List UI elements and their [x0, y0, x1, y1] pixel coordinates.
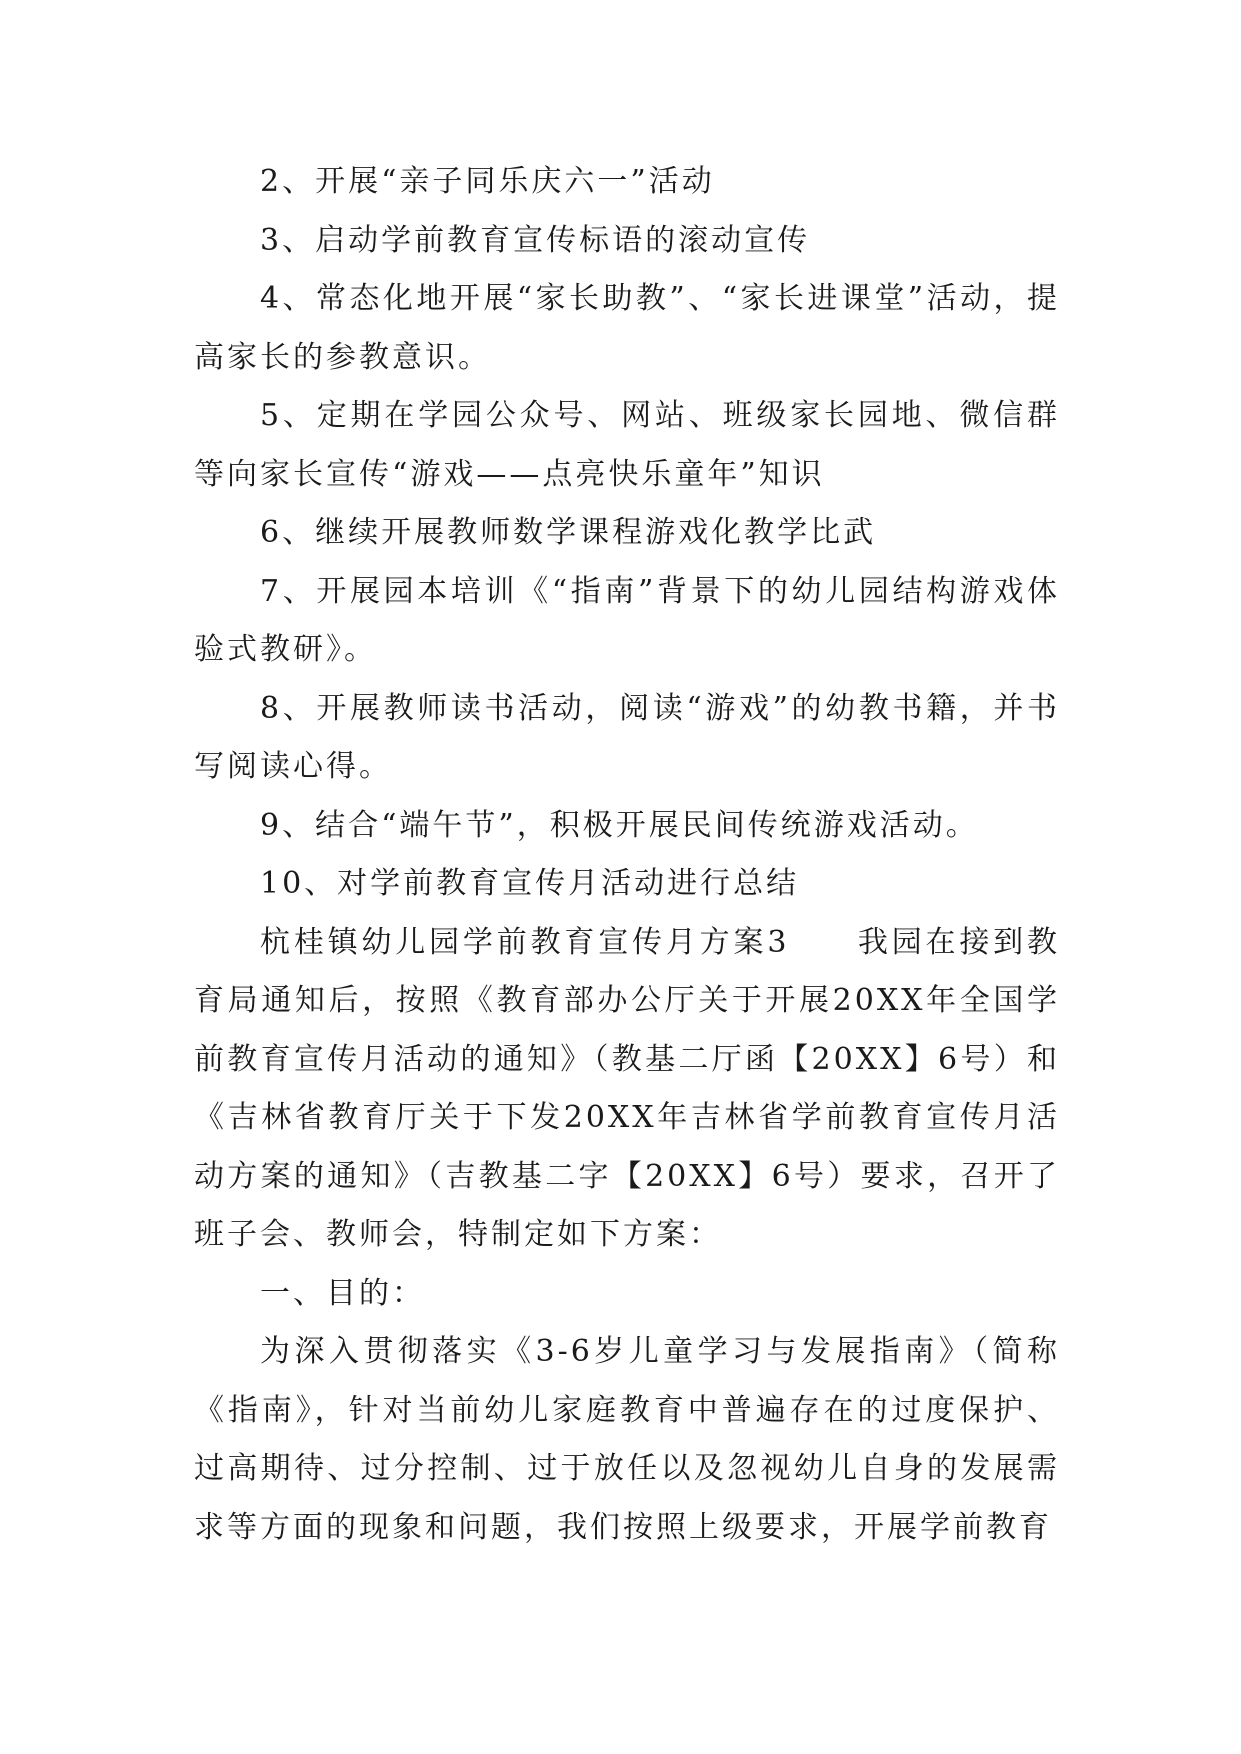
paragraph-item-5: 5、定期在学园公众号、网站、班级家长园地、微信群等向家长宣传“游戏——点亮快乐童年”知识: [194, 398, 1060, 492]
paragraph-item-10: 10、对学前教育宣传月活动进行总结: [260, 866, 800, 901]
paragraph-item-4: 4、常态化地开展“家长助教”、“家长进课堂”活动，提高家长的参教意识。: [194, 281, 1060, 375]
section-heading-purpose: 一、目的：: [260, 1275, 425, 1311]
paragraph-item-8: 8、开展教师读书活动，阅读“游戏”的幼教书籍，并书写阅读心得。: [194, 690, 1060, 784]
document-page: [194, 153, 1060, 1557]
paragraph-item-3: 3、启动学前教育宣传标语的滚动宣传: [260, 222, 811, 258]
paragraph-plan-3-intro: 杭桂镇幼儿园学前教育宣传月方案3 我园在接到教育局通知后，按照《教育部办公厅关于开展20XX年全国学前教育宣传月活动的通知》（教基二厅函【20XX】6号）和《吉林省教育厅关于下发20XX年吉林省学前教育宣传月活动方案的通知》（吉教基二字【20XX】6号）要求，召开了班子会、教师会，特制定如下方案：: [194, 924, 1060, 1252]
paragraph-purpose-body: 为深入贯彻落实《3-6岁儿童学习与发展指南》（简称《指南》，针对当前幼儿家庭教育中普遍存在的过度保护、过高期待、过分控制、过于放任以及忽视幼儿自身的发展需求等方面的现象和问题，我们按照上级要求，开展学前教育: [194, 1334, 1060, 1545]
paragraph-item-6: 6、继续开展教师数学课程游戏化教学比武: [260, 515, 877, 550]
paragraph-item-2: 2、开展“亲子同乐庆六一”活动: [260, 164, 715, 199]
paragraph-item-7: 7、开展园本培训《“指南”背景下的幼儿园结构游戏体验式教研》。: [194, 573, 1060, 667]
paragraph-item-9: 9、结合“端午节”，积极开展民间传统游戏活动。: [260, 807, 979, 843]
